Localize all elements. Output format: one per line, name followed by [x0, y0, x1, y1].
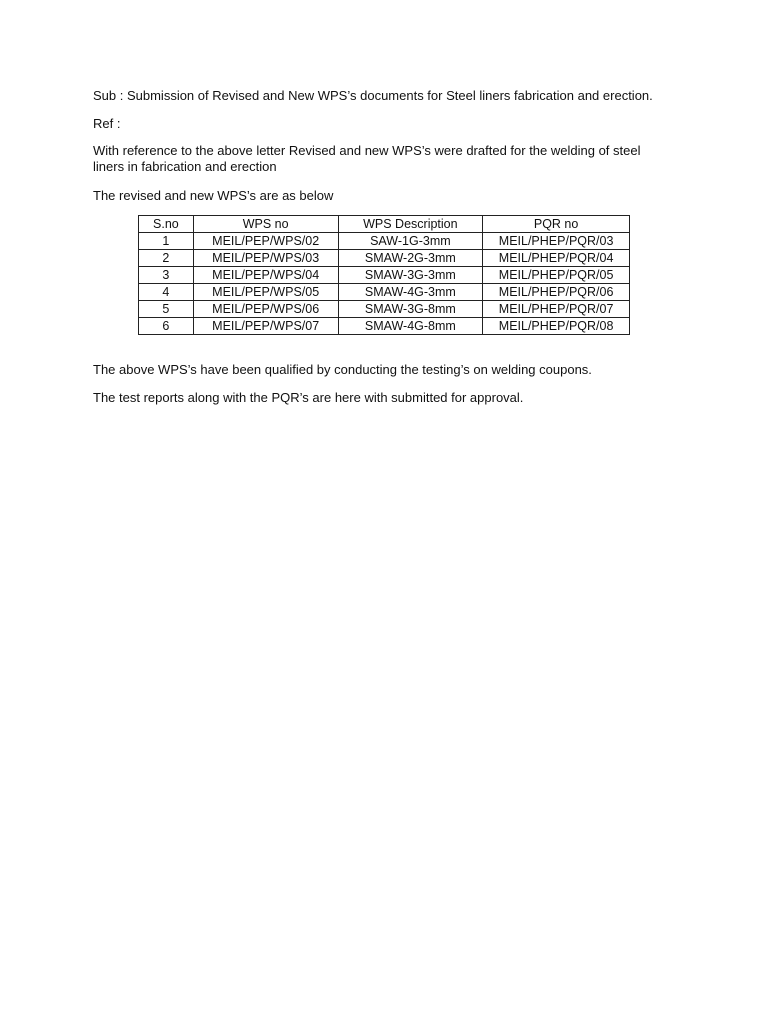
- cell-pqr-no: MEIL/PHEP/PQR/08: [483, 318, 630, 335]
- cell-wps-description: SMAW-4G-8mm: [338, 318, 483, 335]
- table-row: [139, 318, 630, 335]
- cell-pqr-no: MEIL/PHEP/PQR/04: [483, 250, 630, 267]
- table-row: [139, 301, 630, 318]
- cell-pqr-no: MEIL/PHEP/PQR/07: [483, 301, 630, 318]
- cell-wps-description: SMAW-4G-3mm: [338, 284, 483, 301]
- cell-wps-no: MEIL/PEP/WPS/03: [193, 250, 338, 267]
- header-pqr-no: PQR no: [483, 216, 630, 233]
- header-wps-no: WPS no: [193, 216, 338, 233]
- table-row: [139, 233, 630, 250]
- cell-pqr-no: MEIL/PHEP/PQR/03: [483, 233, 630, 250]
- cell-wps-description: SMAW-3G-3mm: [338, 267, 483, 284]
- cell-wps-description: SMAW-2G-3mm: [338, 250, 483, 267]
- intro-paragraph: With reference to the above letter Revised and new WPS’s were drafted for the welding of steel liners in fabrication and erection: [93, 143, 641, 174]
- list-intro-line: The revised and new WPS’s are as below: [93, 188, 334, 203]
- wps-table: [138, 215, 630, 335]
- cell-sno: 3: [139, 267, 194, 284]
- cell-wps-description: SAW-1G-3mm: [338, 233, 483, 250]
- qualified-note: The above WPS’s have been qualified by conducting the testing’s on welding coupons.: [93, 362, 592, 377]
- cell-wps-no: MEIL/PEP/WPS/06: [193, 301, 338, 318]
- table-header-row: [139, 216, 630, 233]
- header-wps-description: WPS Description: [338, 216, 483, 233]
- cell-sno: 1: [139, 233, 194, 250]
- cell-sno: 4: [139, 284, 194, 301]
- cell-wps-no: MEIL/PEP/WPS/05: [193, 284, 338, 301]
- cell-sno: 2: [139, 250, 194, 267]
- cell-wps-no: MEIL/PEP/WPS/07: [193, 318, 338, 335]
- reference-line: Ref :: [93, 116, 121, 131]
- cell-pqr-no: MEIL/PHEP/PQR/06: [483, 284, 630, 301]
- header-sno: S.no: [139, 216, 194, 233]
- table-row: [139, 250, 630, 267]
- cell-sno: 5: [139, 301, 194, 318]
- reports-note: The test reports along with the PQR’s are here with submitted for approval.: [93, 390, 524, 405]
- cell-wps-no: MEIL/PEP/WPS/02: [193, 233, 338, 250]
- cell-pqr-no: MEIL/PHEP/PQR/05: [483, 267, 630, 284]
- cell-wps-description: SMAW-3G-8mm: [338, 301, 483, 318]
- table-row: [139, 284, 630, 301]
- cell-sno: 6: [139, 318, 194, 335]
- table-row: [139, 267, 630, 284]
- subject-line: Sub : Submission of Revised and New WPS’s documents for Steel liners fabrication and erection.: [93, 88, 653, 103]
- cell-wps-no: MEIL/PEP/WPS/04: [193, 267, 338, 284]
